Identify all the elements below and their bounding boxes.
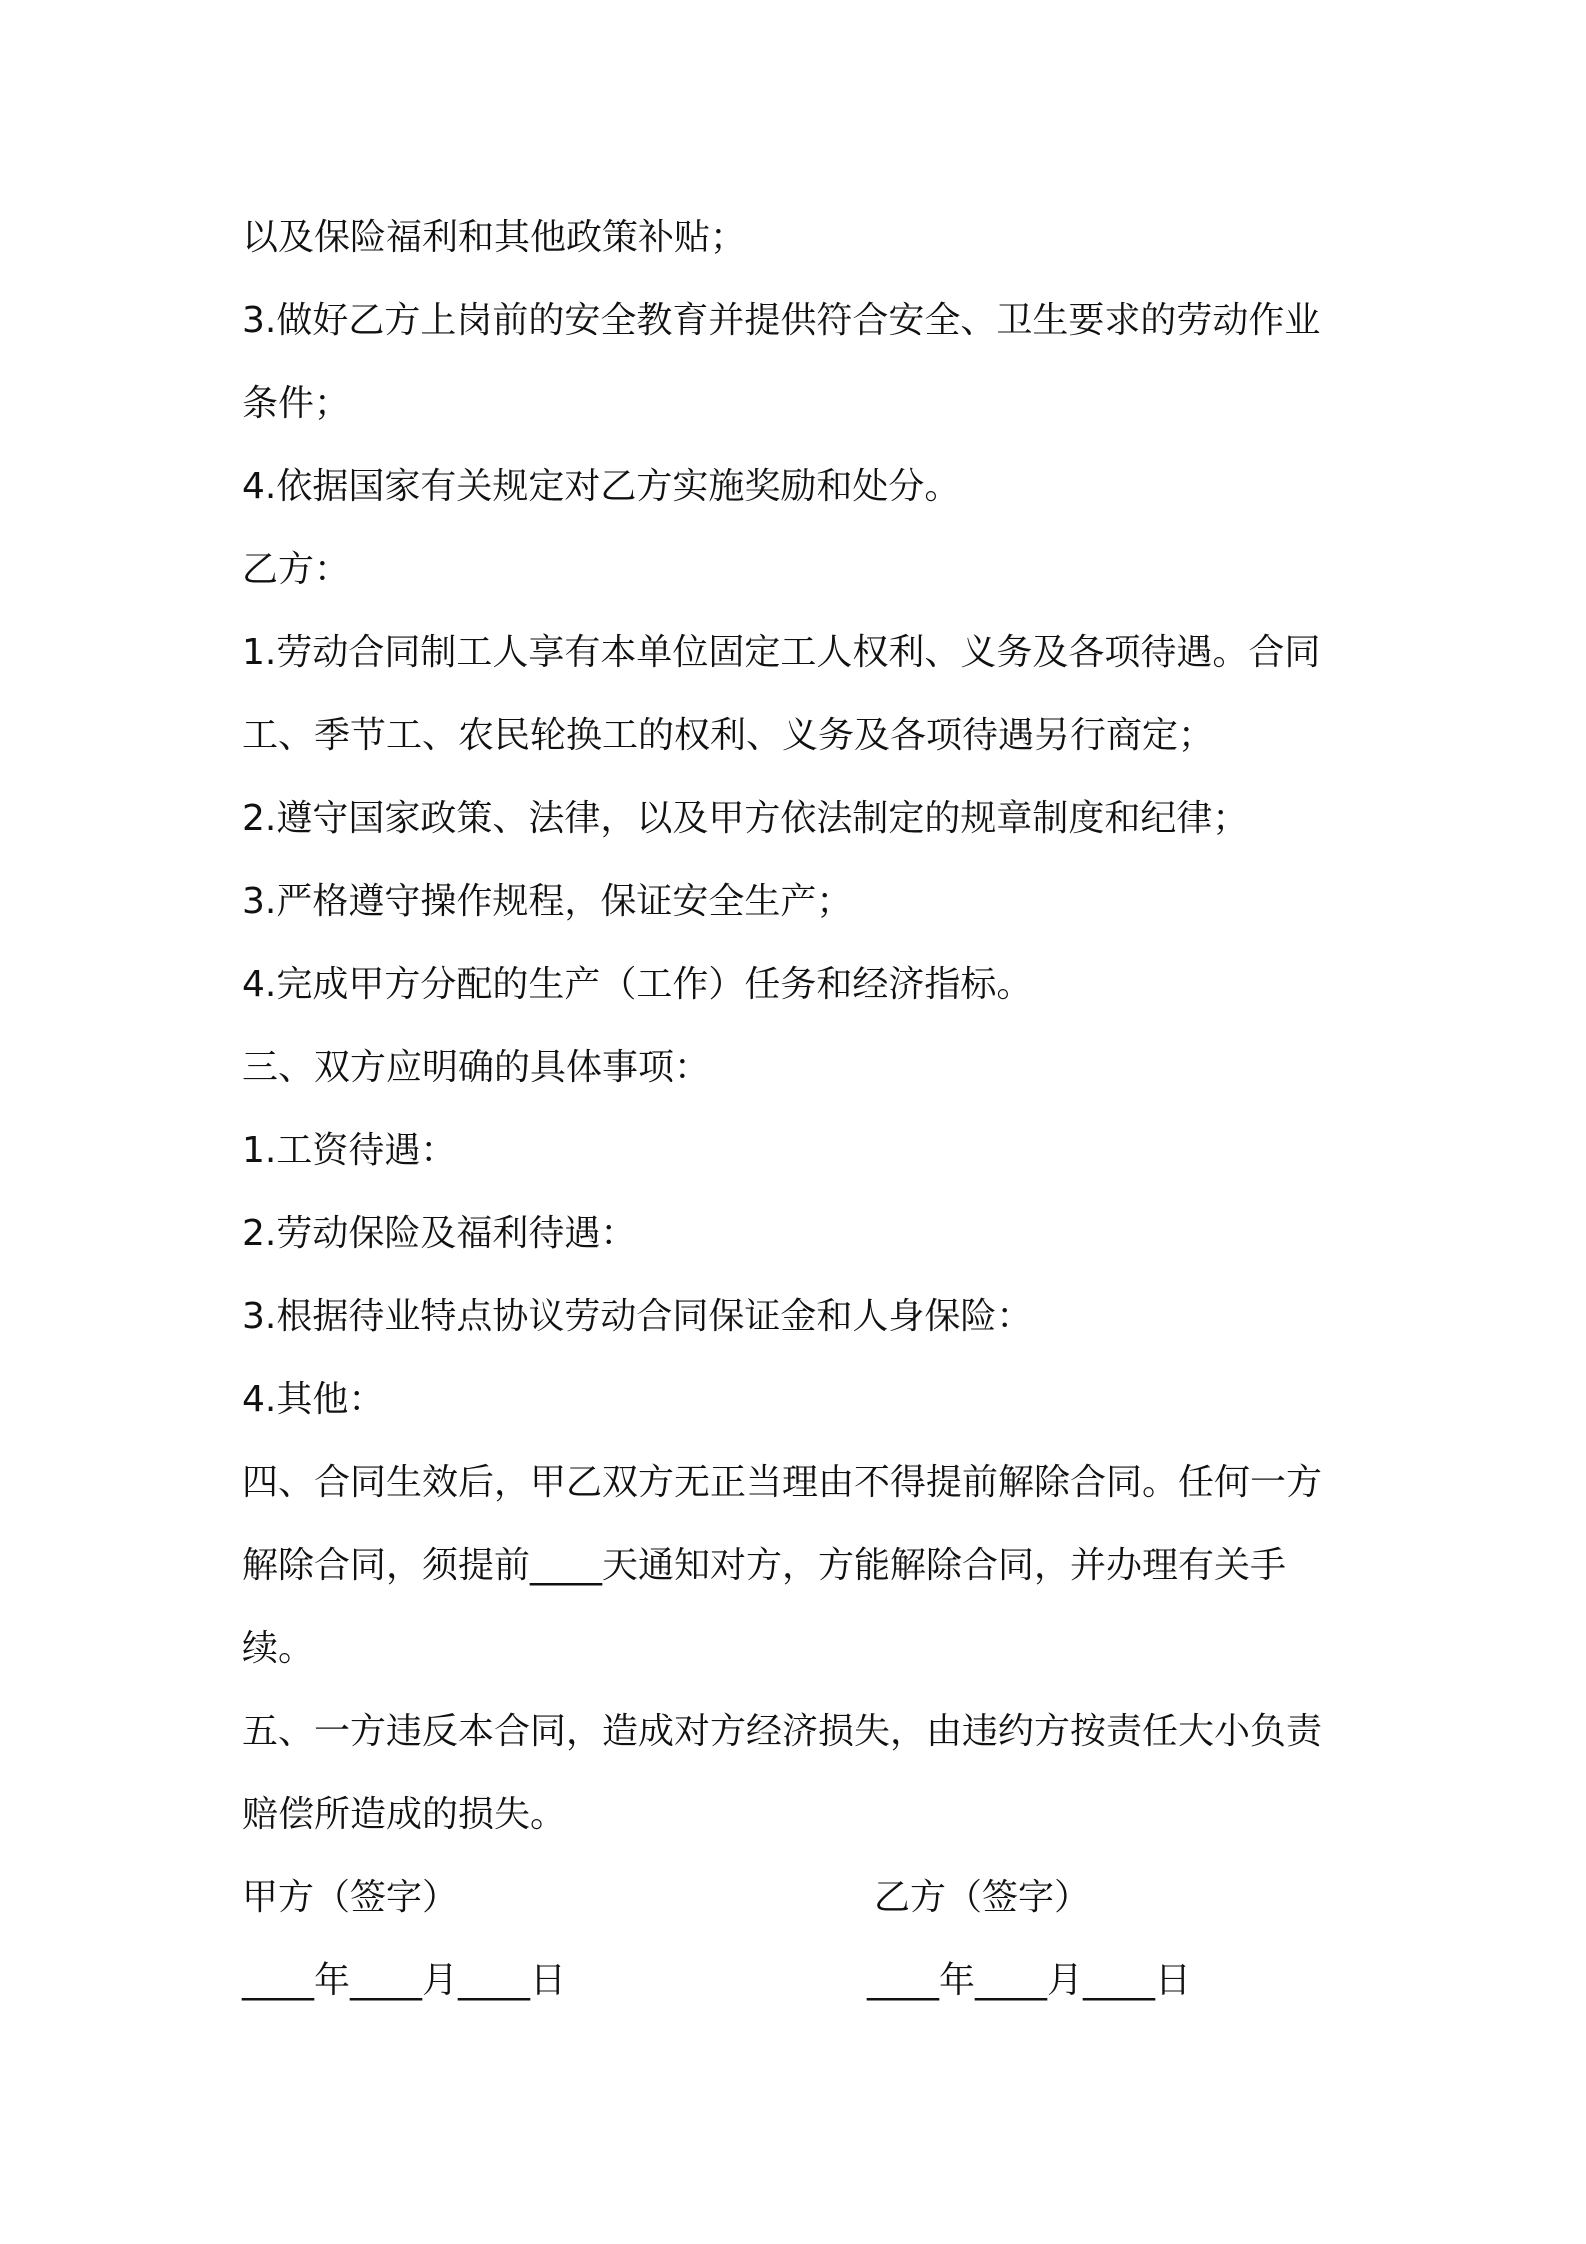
section-heading-3: 三、双方应明确的具体事项：	[242, 1047, 711, 1088]
paragraph-line: 2.遵守国家政策、法律，以及甲方依法制定的规章制度和纪律；	[242, 798, 1249, 839]
paragraph-line: 3.严格遵守操作规程，保证安全生产；	[242, 881, 853, 922]
section-4-line: 续。	[242, 1628, 315, 1669]
section-4-line: 解除合同，须提前____天通知对方，方能解除合同，并办理有关手	[242, 1545, 1287, 1586]
signature-label-row	[242, 1856, 1357, 1939]
paragraph-line: 4.依据国家有关规定对乙方实施奖励和处分。	[242, 466, 961, 507]
section-4-line: 四、合同生效后，甲乙双方无正当理由不得提前解除合同。任何一方	[242, 1462, 1323, 1503]
paragraph-line: 条件；	[242, 383, 351, 424]
contract-body	[242, 196, 1357, 2022]
paragraph-line: 工、季节工、农民轮换工的权利、义务及各项待遇另行商定；	[242, 715, 1215, 756]
paragraph-line: 1.工资待遇：	[242, 1130, 457, 1171]
paragraph-line: 2.劳动保险及福利待遇：	[242, 1213, 637, 1254]
signature-date-row	[242, 1939, 1357, 2022]
paragraph-line: 3.根据待业特点协议劳动合同保证金和人身保险：	[242, 1296, 1033, 1337]
party-a-signature-label: 甲方（签字）	[242, 1877, 459, 1918]
paragraph-line: 4.完成甲方分配的生产（工作）任务和经济指标。	[242, 964, 1033, 1005]
party-b-heading: 乙方：	[242, 549, 351, 590]
paragraph-line: 1.劳动合同制工人享有本单位固定工人权利、义务及各项待遇。合同	[242, 632, 1321, 673]
party-a-date: ____年____月____日	[242, 1960, 567, 2001]
section-5-line: 赔偿所造成的损失。	[242, 1794, 567, 1835]
party-b-signature-label: 乙方（签字）	[874, 1877, 1091, 1918]
paragraph-line: 以及保险福利和其他政策补贴；	[242, 217, 747, 258]
paragraph-line: 4.其他：	[242, 1379, 385, 1420]
section-5-line: 五、一方违反本合同，造成对方经济损失，由违约方按责任大小负责	[242, 1711, 1323, 1752]
party-b-date: ____年____月____日	[867, 1960, 1192, 2001]
paragraph-line: 3.做好乙方上岗前的安全教育并提供符合安全、卫生要求的劳动作业	[242, 300, 1321, 341]
